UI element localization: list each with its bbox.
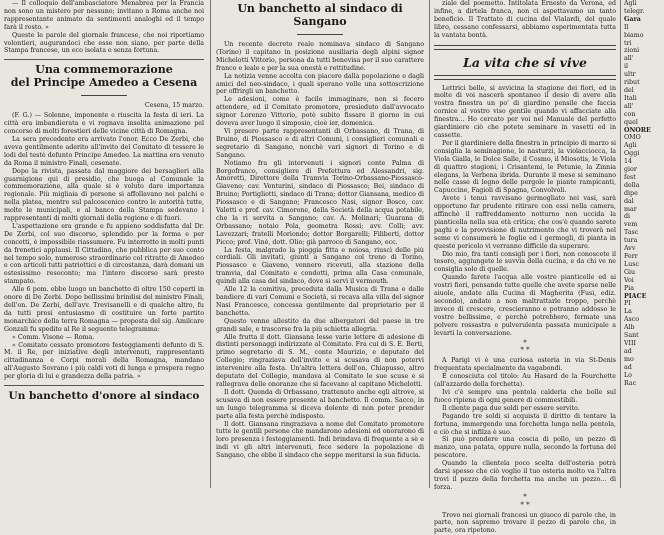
headline-line-1: Una commemorazione [35, 63, 173, 77]
col4-line: telegr. [624, 7, 645, 15]
column-2 [216, 0, 424, 488]
col4-heading: ONORE [624, 126, 651, 134]
col4-line: Tasc [624, 229, 639, 237]
article-para: Alle 12 la comitiva, preceduta dalla Musica di Trana e dalle bandiere di vari Comuni e Società, si recava alla villa del signor Nasi Francesco, concessa gentilmente dal proprietario per il banchetto. [216, 286, 424, 317]
col4-line: Il [624, 23, 629, 31]
article-headline: Un banchetto al sindaco di Sangano [237, 2, 403, 28]
section-headline: La vita che si vive [463, 54, 587, 70]
col4-line: mo [624, 355, 634, 363]
col4-line: biamo [624, 31, 644, 39]
col4-line: ad [624, 347, 632, 355]
col4-line: di [624, 213, 631, 221]
article-para: Dopo la rivista, passata dal maggiore dei bersaglieri alla guarnigione qui di presidio, che buoga al Comunale la commemorazione, alla quale si è voluto dare importanza regionale. Più migliaia di persone si affollavano nei palchi e nella platea, mentre sul palcoscenico contro le autorità tutte, molte le municipali, e al banco della Stampa sedevano i rappresentanti di molti giornali della regione e di fuori. [4, 167, 204, 223]
article-para: Alle frutta il dott. Giansana lesse varie lettere di adesione di distinti personaggi indirizzate al Comitato. Fra cui di S. E. Berti, primo segretario di S. M., conte Maurizio, e deputato del Collegio; ringraziava dell'invito e si scusava di non potervi intervenire alla festa. Un'altra lettera dell'on. Chiapusso, altro deputato del Collegio, mandava al Comitato le sue scuse e si rallegrava delle onoranze che si facevano al capitano Michelotti. [216, 333, 424, 388]
article-para: La sera precedente era arrivato l'onor. Ecco De Zerbi, che aveva gentilmente aderito all'invito del Comitato di tessere le lodi del testè defunto Principe Amedeo. La mattina era venuto da Roma il ministro Finali, cesenate. [4, 135, 204, 167]
col4-line: tura [624, 237, 638, 245]
article-para: Per il giardiniere della finestra in principio di marzo si consiglia la seminagione, le nasturzi, la violacciocca, la Viola Gialla, le Dolce Salle, il Cosmo, il Miosotis, le Viola di quattro stagioni, i Crisantemi, le Petunie, la Zinnia elegans, la Verbena ibrida. Durante il mese si seminano nelle casse di legno delle pergole le piante rampicanti, Capuccine, Fagioli di Spagna, Convolvoli. [434, 139, 616, 195]
separator-star: * * * [520, 492, 530, 509]
article-para: Lettrici belle, si avvicina la stagione dei fiori, ed in molte di voi nascerà spontaneo il desio di avere alla vostra finestra un po' di giardino pensile che faccia cornice al vostro viso gentile quando vi affacciate alla finestra... Ho cercato per voi nel Manuale del perfetto giardiniere ciò che potete seminare in vasetti ed in cassette. [434, 84, 616, 139]
headline-line-2: del Principe Amedeo a Cesena [10, 75, 198, 89]
article-para: L'aspettazione era grande e fu appieno soddisfatta dal Dr. De Zerbi, col suo discorso, splendido per la forma e per concetti, è impossibile riassumere. Fu interrotto in molti punti da frenetici applausi. Il Cittadino, che pubblica per suo conto nel tempo solo, numeroso straordinario col ritratto di Amedeo e con articoli tutti patriottici e di circostanza, darà domani un estesissimo resoconto; ma l'intero discorso sarà presto stampato. [4, 222, 204, 286]
divider [4, 385, 204, 386]
article-para: Questo venne allestito da due albergatori del paese in tre grandi sale, e trascorse fra la più schietta allegria. [216, 317, 424, 333]
short-divider [297, 34, 343, 35]
col4-line: Pia [624, 284, 635, 292]
column-rule [210, 0, 211, 488]
col4-line: fest [624, 173, 636, 181]
col4-line: Oggi [624, 150, 640, 158]
col1-top-text [4, 0, 204, 55]
col4-line: il [624, 63, 629, 71]
col4-line: Itali [624, 94, 637, 102]
col4-line: mar [624, 205, 637, 213]
article-para: (F. G.) — Solenne, imponente e riuscita la festa di ieri. La città era imbandierata e vi regnava insolita animazione pel concorso di molti forestieri delle vicine città di Romagna. [4, 112, 204, 136]
article-body [4, 112, 204, 381]
short-divider [81, 95, 127, 96]
article-para: « Comitato cessato promotore festeggiamenti defunto di S. M. il Re, per iniziative degli intervenuti, rappresentanti cittadinanza e Corpi morali della Romagna, mandano all'Augusto Sovrano i più caldi voti di lunga e prospera regno per gloria di lui e grandezza della patria. » [4, 341, 204, 381]
col4-line: con [624, 110, 636, 118]
article-headline [4, 64, 204, 89]
col4-line: Agli [624, 0, 637, 7]
col4-heading: PIACE [624, 292, 647, 300]
article-para: Si può prendere una coscia di pollo, un pezzo di manzo, una patata, oppure nulla, secondo la fortuna del pescatore. [434, 436, 616, 460]
col4-line: Rac [624, 379, 637, 387]
col4-line: del [624, 86, 634, 94]
dateline: Cesena, 15 marzo. [144, 102, 204, 110]
double-divider [434, 45, 616, 50]
col1-top-para: Queste le parole del giornale francese, che noi riportiamo volontieri, augurandoci che esse non siano, per parte della Stampa francese, un eco isolata e senza fortuna. [4, 31, 204, 55]
col4-line: all' [624, 55, 634, 63]
article-para: Un recente decreto reale nominava sindaco di Sangano (Torino) il capitano in posizione ausiliaria degli alpini signor Michelotti Vittorio, persona da tutti benevisa per il suo carattere franco e leale e per la sua onestà e rettitudine. [216, 41, 424, 72]
article-para: Avete i tenui ravvisano germogliato nei vasi, sarà opportuno far prudente ritirare con essi nella camera, affinchè il raffreddamento notturno non uccida la pianticella nella sua età critica; che cos'è quando sarete paghi e la provvisione di nutrimento che vi troverà nel seme vi consumerà le foglie ed i germogli, di pianta in queste pericolo vi verranno difficile da superare. [434, 195, 616, 250]
article-para: Dio mio, fra tanti consigli per i fiori, non conoscete il tesoro, aggiungete le suvvia della cucina, e da chi ve ne consiglia solo di quelle. [434, 250, 616, 274]
col4-text [624, 0, 664, 387]
article-para: Quando la clientela poco scelta dell'osteria potrà darsi spesso che ciò voglio il tuo osteria molto va l'altra trovi il pezzo della forchetta ma anche un pezzo... di forza. [434, 460, 616, 491]
col4-line: quel [624, 118, 638, 126]
col4-line: all' [624, 102, 634, 110]
article-para: Le adesioni, come è facile immaginare, non si fecero attendere, ed il Comitato promotore, presieduto dall'avvocato signor Lorenzo Vittorio, potè subito fissare il giorno in cui doveva aver luogo il simposio, cioè ier, domenica. [216, 96, 424, 128]
col4-line: Asco [624, 316, 640, 324]
column-4 [624, 0, 664, 488]
col4-line: Sant [624, 332, 639, 340]
col4-line: tri [624, 39, 632, 47]
article-body [216, 41, 424, 460]
col4-line: dal [624, 197, 634, 205]
col3-top-para: ziale del poemetto. Intitolata Ernesto da Verona, ed infine, a dirtela franca, non ci aspettavamo un tanto beneficio. Il Trattato di cucina del Vialardi, del quale libro, cessano confessarsi, abbiamo esperimentata tutta la vantata bontà. [434, 0, 616, 39]
article-para: Quando farete l'acqua alle vostre pianticelle ed ai vostri fiori, pensando tutte quelle che avete sparse nelle aiuole, andate alla Cucina di Magherita (Fusi, ediz. secondo), andate a non maltrattarle troppo, perchè invece di crescere, crescieranno e potranno addosso le vostre bellissime, e perchè potrebbero, fermate una polvere rossastra e pulverulenta passata municipale a levarti la conversazione. [434, 274, 616, 337]
article-para: Il dott. Giansana ringraziava a nome del Comitato promotore tutte le gentili persone che mandarono adesioni ed onorarono di loro presenza i festeggiamenti. Indi brindava di frequente a sè e indi vi gli altri intervenuti, fece sedere la popolazione di Sangano, che ebbe il sindaco che seppe meritarsi la sua fiducia. [216, 420, 424, 460]
col4-line: dipe [624, 189, 638, 197]
article-para: La festa, malgrado la pioggia fitta e noiosa, riuscì delle più cordiali. Gli invitati, giunti a Sangano col treno di Torino, Piossasco e Giaveno, vennero ricevuti, alla stazione della tramvia, dal Comitato e condotti, prima alla Casa comunale, quindi alla casa del sindaco, dove si servì il vermouth. [216, 246, 424, 286]
article-para: È conosciuta col titolo: Au Hasard de la Fourchette (all'azzardo della forchetta). [434, 373, 616, 389]
article-para: A Parigi vi è una curiosa osteria in via St-Denis frequentata specialmente da vagabondi. [434, 357, 616, 373]
col4-line: della [624, 181, 640, 189]
article-para: La notizia venne accolta con piacere dalla popolazione e dagli amici del neo-sindaco, i quali sperano volle una sottoscrizione per offrirgli un banchetto. [216, 72, 424, 96]
col4-line: Voi [624, 276, 634, 284]
article-body [434, 85, 616, 535]
col4-line: zioni [624, 47, 640, 55]
article-para: Il dott. Quenda di Orbassano, trattenuto anche egli altrove, si scusava di non essere presente al banchetto. Il comm. Sacco, in un lungo telegramma si diceva dolente di non poter prender parte alla festa perchè indisposto. [216, 388, 424, 420]
col4-line: Lusc [624, 260, 639, 268]
col4-line: Avv [624, 245, 636, 253]
col4-line: vem [624, 221, 638, 229]
col4-line: Lo [624, 371, 632, 379]
col4-line: Agli [624, 142, 637, 150]
article-para: Alle 6 pom. ebbe luogo un banchetto di oltre 150 coperti in onore di De Zerbi. Dopo bellissimi brindisi del ministro Finali, dell'on. De Zerbi, dell'avv. Trevisanelli e di qualche altro, fu da tutti presi entusiasmo di costituire un forte partito monarchico della terra Romagna — proposta del sig. Amilcare Gonzali fu spedito al Re il seguente telegramma: [4, 286, 204, 333]
col4-heading: Gara [624, 15, 641, 23]
col4-line: OMO [624, 134, 641, 142]
col4-line: ad [624, 363, 632, 371]
column-rule [620, 0, 621, 488]
separator-star: * * * [520, 338, 530, 355]
column-3 [434, 0, 616, 535]
col4-line: 14 [624, 158, 633, 166]
divider [4, 59, 204, 60]
article-para: Trovo nei giornali francesi un giuoco di parole che, in parte, non sapremo trovare il pezzo di parole che, in parte, ora ripetono. [434, 511, 616, 535]
col4-line: La [624, 308, 632, 316]
column-1 [4, 0, 204, 488]
article-para: Vi presero parte rappresentanti di Orbassano, di Trana, di Bruino, di Piossasco e di altri Comuni, i consiglieri comunali e segretario di Sangano, nonchè vari signori di Torino e di Sangano. [216, 127, 424, 159]
col4-line: PI [624, 300, 631, 308]
double-divider [434, 75, 616, 80]
article-para: « Comm. Visone — Roma. [12, 333, 95, 341]
col4-line: Ferr [624, 253, 638, 260]
article-para: Notiamo fra gli intervenuti i signori conte Palma di Borgofranco, consigliere di Prefettura ed Alessandri, sig. Amoretti, Direttore della Tramvia Torino-Orbassano-Piossasco-Giaveno; cav. Venturini, sindaco di Piossasco; Bei, sindaco di Bruino; Portigliotti, sindaco di Trana; dottor Giansana, medico di Piossasco e di Sangano; Francesco Nasi, signor Bosco, cav. Valetti e prof. cav. Cimorone, della Società della acqua potabile, che la ri servita a Sangano; cav. A. Molinari; Guarana di Orbassano; notaio Pola, geometra Rossi; avv. Colli; avv. Lavezzari; fratelli Moriondo; dottor Borgarelli; Filiberti, dottor Picco; prof. Vinè, dott. Olio; già parroco di Sangano, ecc. [216, 159, 424, 246]
col3-top-text [434, 0, 616, 40]
article-para: Il cliente paga due soldi per essere servito. [442, 404, 580, 412]
col4-line: VIII [624, 339, 637, 347]
article-headline-2: Un banchetto d'onore al sindaco [8, 390, 200, 403]
col1-top-para: — Il colloquio dell'ambasciatore Menabrea per la Francia non sono un mistero per nessuno; invitano a Roma anche noi rappresentante animato da sentimenti analoghi ed il tempo farà il resto. » [4, 0, 204, 31]
column-rule [429, 0, 430, 488]
col4-line: ultr [624, 71, 636, 79]
col4-line: ribut [624, 79, 640, 87]
article-para: Pagando tre soldi si acquista il diritto di tentare la fortuna, immergendo una forchetta lunga nella pentola, e ciò che si infilza è suo. [434, 412, 616, 436]
col4-line: gior [624, 166, 637, 174]
col4-line: Alb [624, 324, 635, 332]
article-para: Ivi c'è sempre una pentola calderia che bolle sul fuoco ripiena di ogni genere di commestibili. [434, 388, 616, 404]
col4-line: Giu [624, 268, 636, 276]
